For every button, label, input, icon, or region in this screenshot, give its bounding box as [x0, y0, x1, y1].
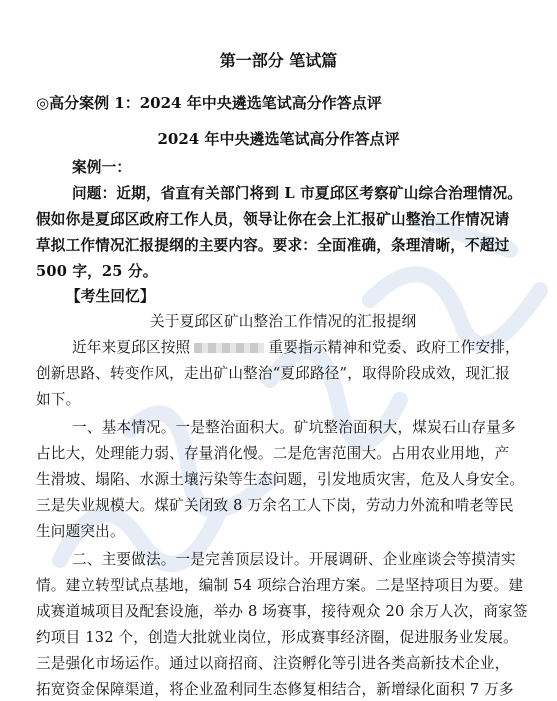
intro-line: [72, 336, 520, 357]
intro-before-blur: 近年来夏邱区按照: [72, 339, 191, 356]
body-line: 如下。: [36, 391, 81, 408]
question-line: 问题：近期，省直有关部门将到 L 市夏邱区考察矿山综合治理情况。: [72, 185, 523, 202]
question-line: 500 字，25 分。: [36, 263, 158, 280]
case-heading: ◎高分案例 1：2024 年中央遴选笔试高分作答点评: [36, 94, 382, 112]
recall-label: 【考生回忆】: [66, 288, 155, 305]
outline-title: 关于夏邱区矿山整治工作情况的汇报提纲: [150, 313, 417, 330]
case-label: 案例一：: [72, 159, 132, 176]
body-line: 生滑坡、塌陷、水源土壤污染等生态问题，引发地质灾害，危及人身安全。: [36, 471, 525, 488]
redacted-text: [194, 343, 264, 353]
body-line: 占比大，处理能力弱、存量消化慢。二是危害范围大。占用农业用地，产: [36, 445, 510, 462]
body-line: 三是强化市场运作。通过以商招商、注资孵化等引进各类高新技术企业，: [36, 655, 510, 672]
body-line: 约项目 132 个，创造大批就业岗位，形成赛事经济圈，促进服务业发展。: [36, 629, 518, 646]
question-line: 草拟工作情况汇报提纲的主要内容。要求：全面准确，条理清晰，不超过: [36, 237, 510, 254]
body-line: 拓宽资金保障渠道，将企业盈利同生态修复相结合，新增绿化面积 7 万多: [36, 681, 514, 698]
body-line: 二、主要做法。一是完善顶层设计。开展调研、企业座谈会等摸清实: [72, 551, 516, 568]
intro-after-blur: 重要指示精神和党委、政府工作安排，: [268, 339, 520, 356]
section-title: 第一部分 笔试篇: [219, 51, 338, 70]
body-line: 创新思路、转变作风，走出矿山整治“夏邱路径”，取得阶段成效，现汇报: [36, 365, 510, 382]
question-line: 假如你是夏邱区政府工作人员，领导让你在会上汇报矿山整治工作情况请: [36, 211, 510, 228]
body-line: 情。建立转型试点基地，编制 54 项综合治理方案。二是坚持项目为要。建: [36, 577, 524, 594]
body-line: 生问题突出。: [36, 523, 125, 540]
article-title: 2024 年中央遴选笔试高分作答点评: [157, 130, 400, 148]
body-line: 三是失业规模大。煤矿关闭致 8 万余名工人下岗，劳动力外流和啃老等民: [36, 497, 514, 514]
body-line: 一、基本情况。一是整治面积大。矿坑整治面积大，煤炭石山存量多: [72, 419, 516, 436]
body-line: 成赛道城项目及配套设施，举办 8 场赛事，接待观众 20 余万人次，商家签: [36, 603, 528, 620]
